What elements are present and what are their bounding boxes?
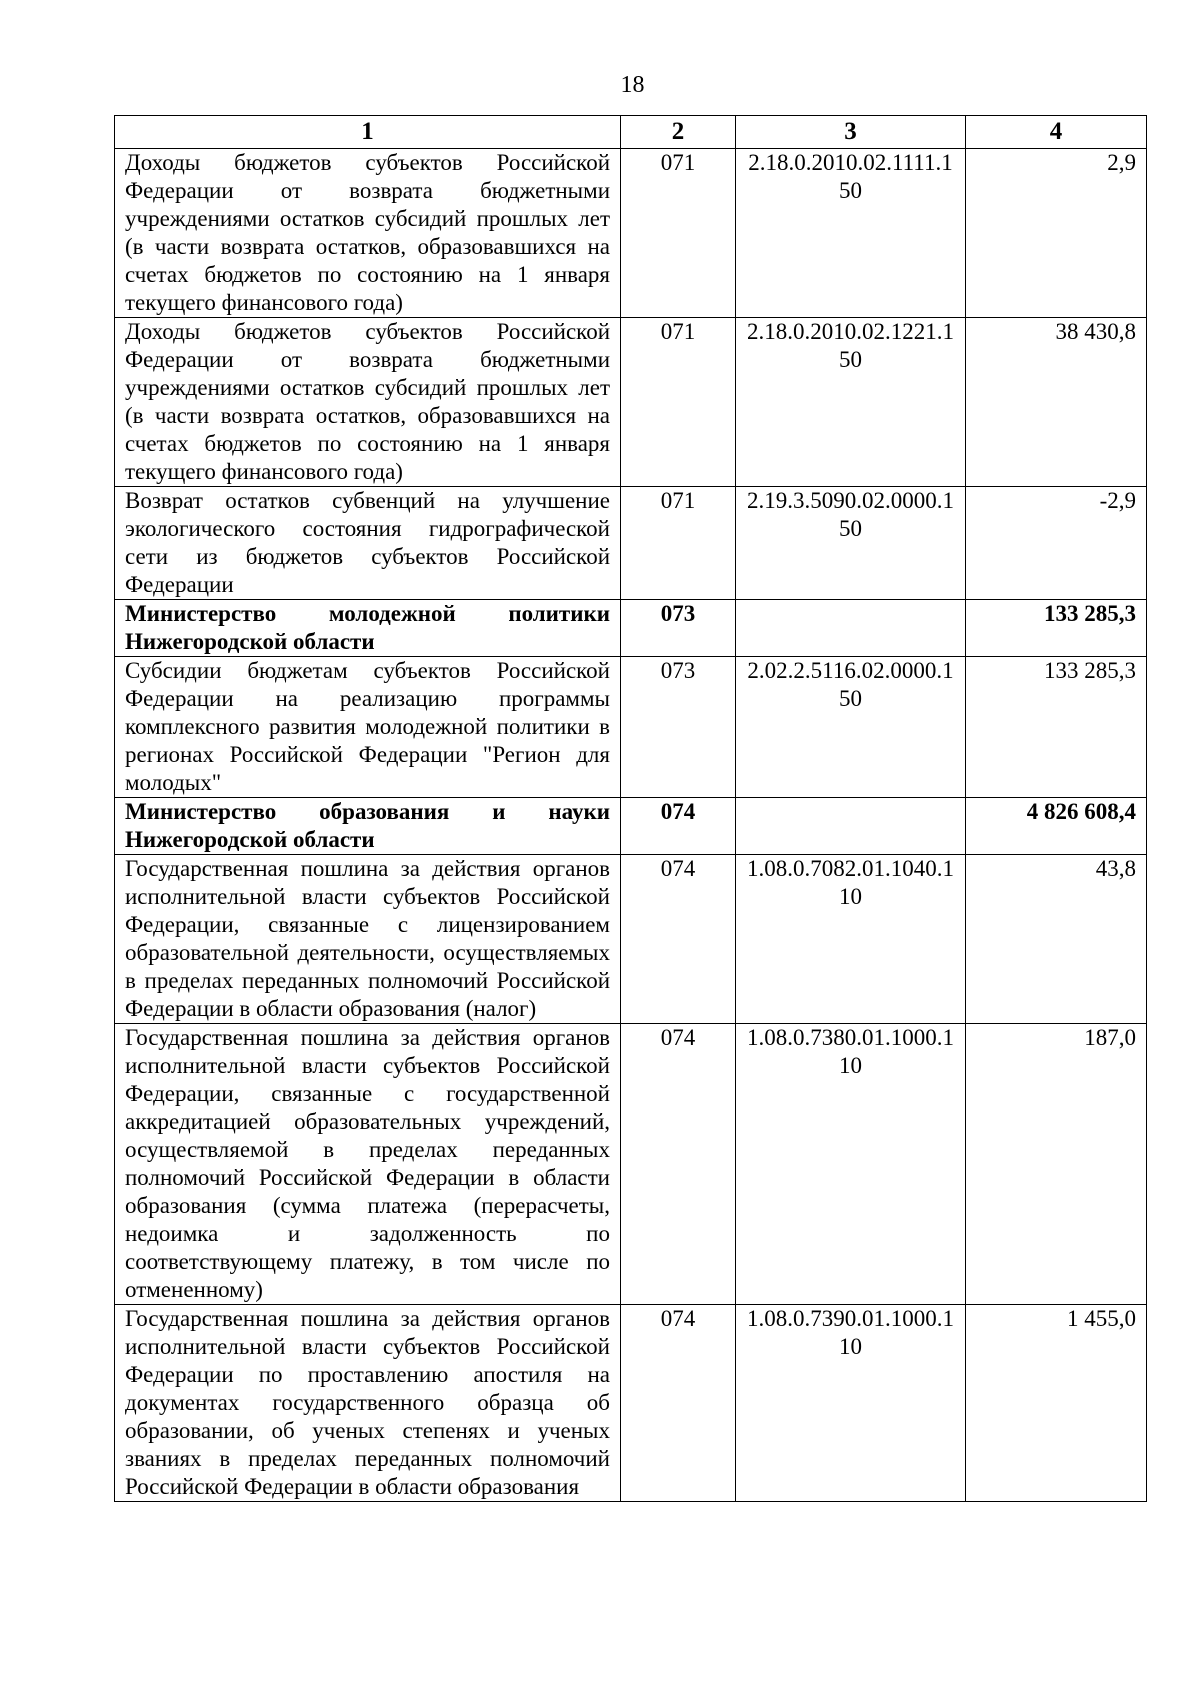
- row-amount-cell: 133 285,3: [966, 657, 1147, 798]
- table-row: [115, 1024, 1147, 1305]
- row-admin-code-cell: 071: [621, 487, 736, 600]
- row-admin-code-cell: 074: [621, 798, 736, 855]
- row-amount-cell: 43,8: [966, 855, 1147, 1024]
- row-budget-code-cell: [736, 600, 966, 657]
- row-budget-code-cell: 2.02.2.5116.02.0000.150: [736, 657, 966, 798]
- row-name-cell: Доходы бюджетов субъектов Российской Федерации от возврата бюджетными учреждениями остатков субсидий прошлых лет (в части возврата остатков, образовавшихся на счетах бюджетов по состоянию на 1 января текущего финансового года): [115, 318, 621, 487]
- row-admin-code-cell: 073: [621, 657, 736, 798]
- column-header-2: 2: [621, 116, 736, 149]
- row-name-cell: Министерство образования и науки Нижегородской области: [115, 798, 621, 855]
- row-amount-cell: 2,9: [966, 149, 1147, 318]
- row-budget-code-cell: 2.18.0.2010.02.1221.150: [736, 318, 966, 487]
- row-name-cell: Государственная пошлина за действия органов исполнительной власти субъектов Российской Федерации, связанные с государственной аккредитацией образовательных учреждений, осуществляемой в пределах переданных полномочий Российской Федерации в области образования (сумма платежа (перерасчеты, недоимка и задолженность по соответствующему платежу, в том числе по отмененному): [115, 1024, 621, 1305]
- row-budget-code-cell: 1.08.0.7390.01.1000.110: [736, 1305, 966, 1502]
- row-amount-cell: 1 455,0: [966, 1305, 1147, 1502]
- row-name-cell: Государственная пошлина за действия органов исполнительной власти субъектов Российской Федерации, связанные с лицензированием образовательной деятельности, осуществляемых в пределах переданных полномочий Российской Федерации в области образования (налог): [115, 855, 621, 1024]
- row-admin-code-cell: 074: [621, 1024, 736, 1305]
- row-amount-cell: -2,9: [966, 487, 1147, 600]
- row-amount-cell: 187,0: [966, 1024, 1147, 1305]
- row-amount-cell: 38 430,8: [966, 318, 1147, 487]
- page-number: 18: [620, 72, 645, 98]
- row-name-cell: Возврат остатков субвенций на улучшение экологического состояния гидрографической сети из бюджетов субъектов Российской Федерации: [115, 487, 621, 600]
- row-amount-cell: 4 826 608,4: [966, 798, 1147, 855]
- row-budget-code-cell: [736, 798, 966, 855]
- column-header-3: 3: [736, 116, 966, 149]
- row-budget-code-cell: 1.08.0.7380.01.1000.110: [736, 1024, 966, 1305]
- row-amount-cell: 133 285,3: [966, 600, 1147, 657]
- table-section-row: [115, 798, 1147, 855]
- table-row: [115, 1305, 1147, 1502]
- row-name-cell: Государственная пошлина за действия органов исполнительной власти субъектов Российской Федерации по проставлению апостиля на документах государственного образца об образовании, об ученых степенях и ученых званиях в пределах переданных полномочий Российской Федерации в области образования: [115, 1305, 621, 1502]
- column-header-1: 1: [115, 116, 621, 149]
- row-budget-code-cell: 2.18.0.2010.02.1111.150: [736, 149, 966, 318]
- table-header-row: [115, 116, 1147, 149]
- table-row: [115, 318, 1147, 487]
- row-name-cell: Доходы бюджетов субъектов Российской Федерации от возврата бюджетными учреждениями остатков субсидий прошлых лет (в части возврата остатков, образовавшихся на счетах бюджетов по состоянию на 1 января текущего финансового года): [115, 149, 621, 318]
- row-admin-code-cell: 074: [621, 1305, 736, 1502]
- row-admin-code-cell: 071: [621, 149, 736, 318]
- revenue-table: [114, 115, 1147, 1502]
- table-row: [115, 657, 1147, 798]
- row-admin-code-cell: 073: [621, 600, 736, 657]
- table-body: [115, 149, 1147, 1502]
- column-header-4: 4: [966, 116, 1147, 149]
- table-section-row: [115, 600, 1147, 657]
- row-name-cell: Министерство молодежной политики Нижегородской области: [115, 600, 621, 657]
- table-row: [115, 855, 1147, 1024]
- row-budget-code-cell: 2.19.3.5090.02.0000.150: [736, 487, 966, 600]
- row-admin-code-cell: 071: [621, 318, 736, 487]
- row-budget-code-cell: 1.08.0.7082.01.1040.110: [736, 855, 966, 1024]
- table-row: [115, 487, 1147, 600]
- row-admin-code-cell: 074: [621, 855, 736, 1024]
- row-name-cell: Субсидии бюджетам субъектов Российской Федерации на реализацию программы комплексного развития молодежной политики в регионах Российской Федерации "Регион для молодых": [115, 657, 621, 798]
- table-row: [115, 149, 1147, 318]
